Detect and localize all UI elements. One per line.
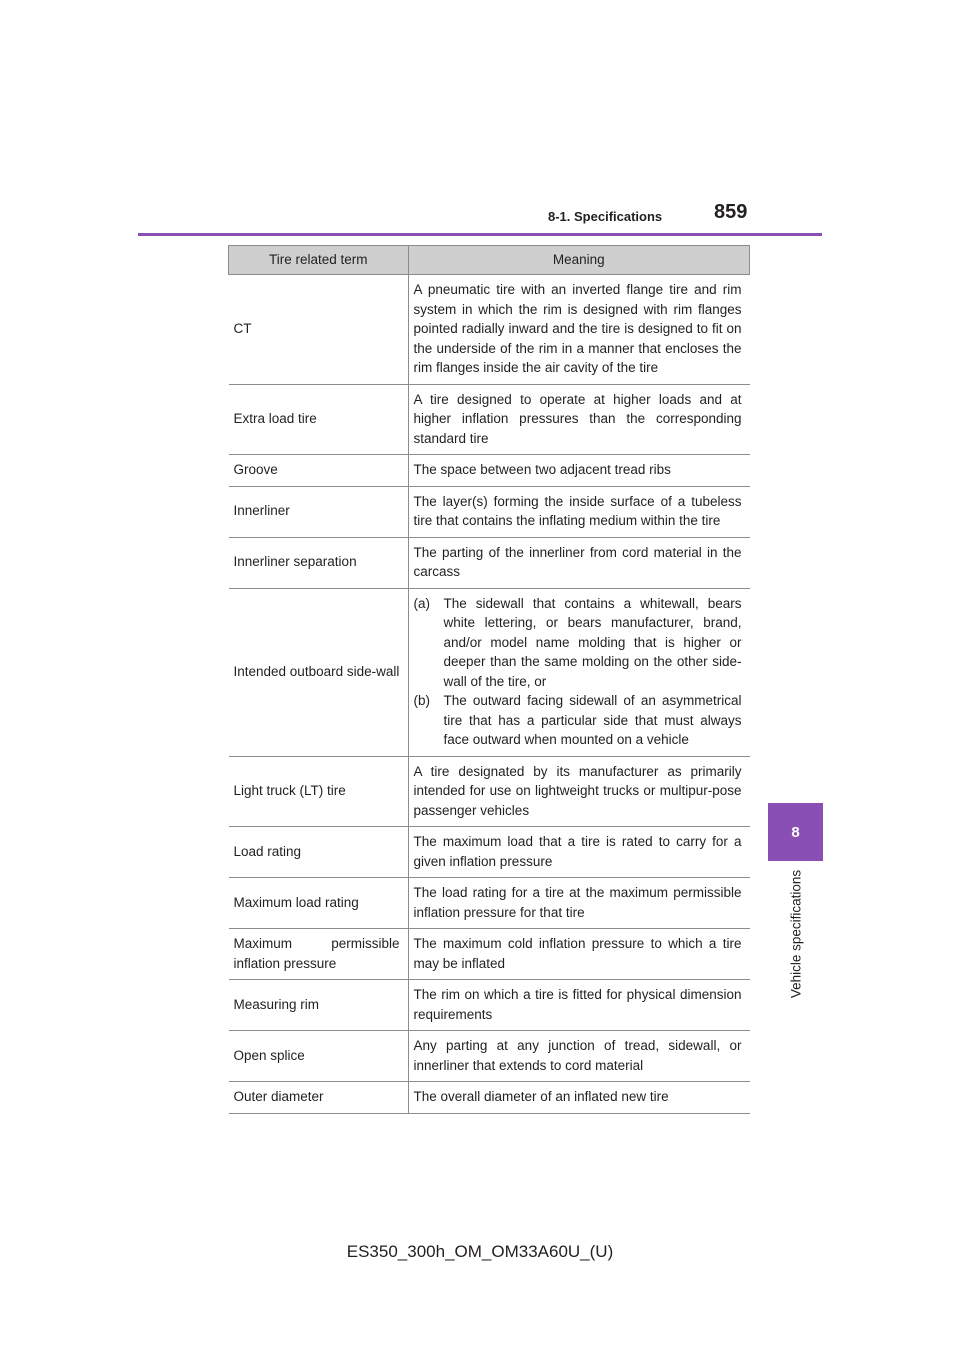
- term-cell: Extra load tire: [229, 384, 409, 455]
- table-row: [229, 827, 750, 878]
- meaning-cell: A tire designed to operate at higher loads and at higher inflation pressures than the corresponding standard tire: [408, 384, 750, 455]
- meaning-cell: The overall diameter of an inflated new tire: [408, 1082, 750, 1114]
- chapter-number: 8: [791, 823, 800, 841]
- list-marker: (a): [413, 595, 430, 611]
- page-number: 859: [714, 201, 748, 223]
- table-row: [229, 275, 750, 385]
- table-row: [229, 455, 750, 487]
- term-cell: Load rating: [229, 827, 409, 878]
- table-row: [229, 756, 750, 827]
- term-cell: Maximum permissible inflation pressure: [229, 929, 409, 980]
- meaning-cell: [408, 588, 750, 756]
- meaning-cell: The space between two adjacent tread ribs: [408, 455, 750, 487]
- term-cell: Groove: [229, 455, 409, 487]
- table-row: [229, 929, 750, 980]
- meaning-cell: The maximum load that a tire is rated to carry for a given inflation pressure: [408, 827, 750, 878]
- meaning-cell: A pneumatic tire with an inverted flange tire and rim system in which the rim is designed with rim flanges pointed radially inward and the tire is designed to fit on the underside of the rim in a manner that encloses the rim flanges inside the air cavity of the tire: [408, 275, 750, 385]
- table-row: [229, 384, 750, 455]
- section-title: 8-1. Specifications: [548, 209, 663, 224]
- table-row: [229, 588, 750, 756]
- list-text: The sidewall that contains a whitewall, bears white lettering, or bears manufacturer, brand, and/or model name molding that is higher or deeper than the same molding on the other side-wall of the tire, or: [443, 595, 742, 689]
- tire-terms-table: [228, 245, 750, 1114]
- header-divider: [138, 233, 822, 236]
- term-cell: Maximum load rating: [229, 878, 409, 929]
- term-cell: Measuring rim: [229, 980, 409, 1031]
- term-cell: CT: [229, 275, 409, 385]
- chapter-title: Vehicle specifications: [788, 869, 804, 999]
- term-cell: Innerliner separation: [229, 537, 409, 588]
- column-header-meaning: Meaning: [408, 246, 750, 275]
- term-cell: Open splice: [229, 1031, 409, 1082]
- term-cell: Innerliner: [229, 486, 409, 537]
- list-text: The outward facing sidewall of an asymmetrical tire that has a particular side that must always face outward when mounted on a vehicle: [443, 693, 742, 747]
- meaning-cell: The layer(s) forming the inside surface of a tubeless tire that contains the inflating medium within the tire: [408, 486, 750, 537]
- table-row: [229, 980, 750, 1031]
- table-header-row: [229, 246, 750, 275]
- table-row: [229, 537, 750, 588]
- table-row: [229, 1031, 750, 1082]
- term-cell: Intended outboard side-wall: [229, 588, 409, 756]
- term-cell: Light truck (LT) tire: [229, 756, 409, 827]
- table-row: [229, 1082, 750, 1114]
- list-marker: (b): [413, 693, 430, 708]
- document-code: ES350_300h_OM_OM33A60U_(U): [346, 1242, 614, 1261]
- meaning-cell: The parting of the innerliner from cord material in the carcass: [408, 537, 750, 588]
- chapter-tab[interactable]: [768, 803, 823, 861]
- meaning-cell: A tire designated by its manufacturer as primarily intended for use on lightweight trucks or multipur-pose passenger vehicles: [408, 756, 750, 827]
- table-row: [229, 486, 750, 537]
- list-item: [414, 594, 742, 692]
- meaning-cell: Any parting at any junction of tread, sidewall, or innerliner that extends to cord material: [408, 1031, 750, 1082]
- meaning-cell: The load rating for a tire at the maximum permissible inflation pressure for that tire: [408, 878, 750, 929]
- meaning-cell: The maximum cold inflation pressure to which a tire may be inflated: [408, 929, 750, 980]
- list-item: [414, 691, 742, 750]
- column-header-term: Tire related term: [229, 246, 409, 275]
- table-row: [229, 878, 750, 929]
- term-cell: Outer diameter: [229, 1082, 409, 1114]
- meaning-cell: The rim on which a tire is fitted for physical dimension requirements: [408, 980, 750, 1031]
